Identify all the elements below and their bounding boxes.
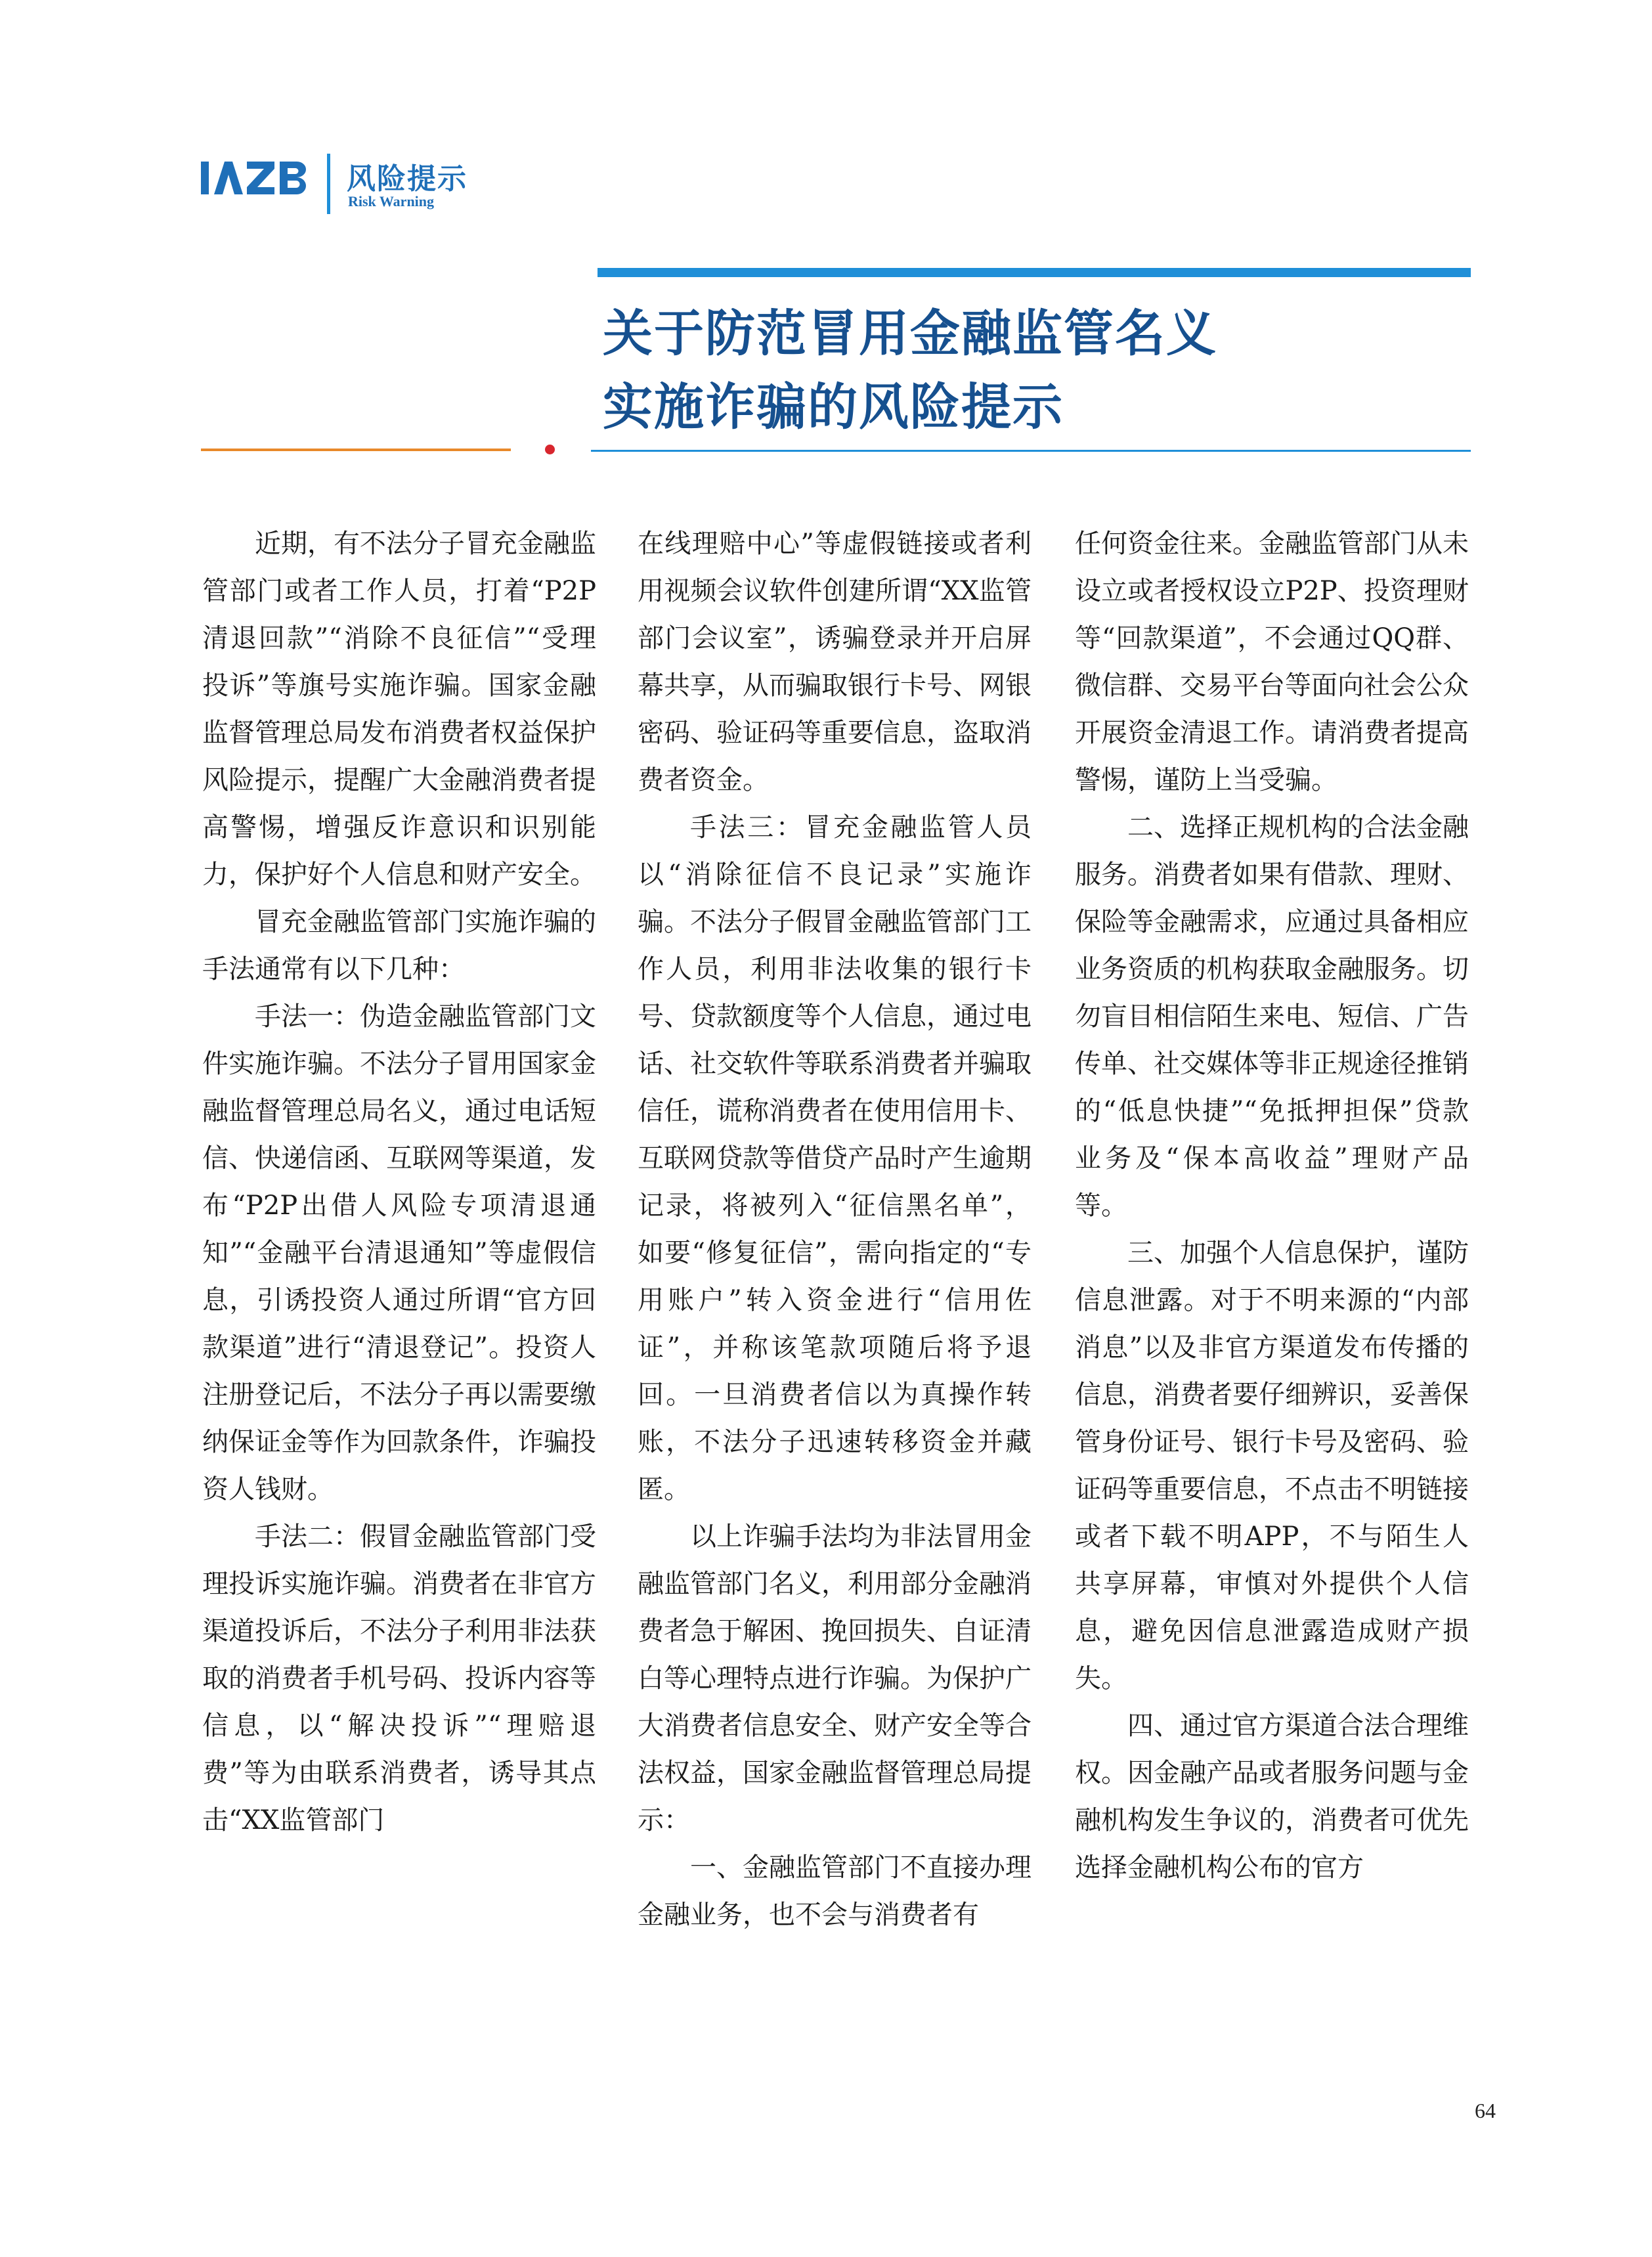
title-rule-orange (201, 449, 511, 451)
article-column-3 (1075, 520, 1469, 1891)
paragraph: 以上诈骗手法均为非法冒用金融监管部门名义，利用部分金融消费者急于解困、挽回损失、自证清白等心理特点进行诈骗。为保护广大消费者信息安全、财产安全等合法权益，国家金融监督管理总局提示： (638, 1522, 1032, 1835)
article-title-line-1: 关于防范冒用金融监管名义 (603, 304, 1217, 362)
paragraph: 手法二：假冒金融监管部门受理投诉实施诈骗。消费者在非官方渠道投诉后，不法分子利用非法获取的消费者手机号码、投诉内容等信息，以“解决投诉”“理赔退费”等为由联系消费者，诱导其点击“XX监管部门 (202, 1522, 596, 1835)
article-title-line-2: 实施诈骗的风险提示 (603, 378, 1064, 436)
paragraph: 二、选择正规机构的合法金融服务。消费者如果有借款、理财、保险等金融需求，应通过具备相应业务资质的机构获取金融服务。切勿盲目相信陌生来电、短信、广告传单、社交媒体等非正规途径推销的“低息快捷”“免抵押担保”贷款业务及“保本高收益”理财产品等。 (1075, 812, 1469, 1221)
paragraph: 冒充金融监管部门实施诈骗的手法通常有以下几种： (202, 907, 596, 984)
section-divider (327, 154, 330, 214)
page-number: 64 (1475, 2099, 1496, 2122)
section-title: 风险提示 (347, 162, 467, 196)
article-column-2 (638, 520, 1032, 1939)
paragraph-continued: 任何资金往来。金融监管部门从未设立或者授权设立P2P、投资理财等“回款渠道”，不会通过QQ群、微信群、交易平台等面向社会公众开展资金清退工作。请消费者提高警惕，谨防上当受骗。 (1075, 529, 1469, 795)
title-top-bar (598, 268, 1471, 277)
paragraph: 四、通过官方渠道合法合理维权。因金融产品或者服务问题与金融机构发生争议的，消费者可优先选择金融机构公布的官方 (1075, 1711, 1469, 1883)
journal-logo (201, 156, 306, 201)
section-subtitle: Risk Warning (348, 193, 435, 209)
article-column-1 (202, 520, 596, 1844)
paragraph-continued: 在线理赔中心”等虚假链接或者利用视频会议软件创建所谓“XX监管部门会议室”，诱骗登录并开启屏幕共享，从而骗取银行卡号、网银密码、验证码等重要信息，盗取消费者资金。 (638, 529, 1032, 795)
title-rule-dot (545, 445, 555, 454)
paragraph: 近期，有不法分子冒充金融监管部门或者工作人员，打着“P2P清退回款”“消除不良征信”“受理投诉”等旗号实施诈骗。国家金融监督管理总局发布消费者权益保护风险提示，提醒广大金融消费者提高警惕，增强反诈意识和识别能力，保护好个人信息和财产安全。 (202, 529, 596, 890)
paragraph: 一、金融监管部门不直接办理金融业务，也不会与消费者有 (638, 1852, 1032, 1930)
journal-logo-mark (201, 156, 306, 201)
article-title (603, 297, 1456, 444)
paragraph: 手法三：冒充金融监管人员以“消除征信不良记录”实施诈骗。不法分子假冒金融监管部门工作人员，利用非法收集的银行卡号、贷款额度等个人信息，通过电话、社交软件等联系消费者并骗取信任，谎称消费者在使用信用卡、互联网贷款等借贷产品时产生逾期记录，将被列入“征信黑名单”，如要“修复征信”，需向指定的“专用账户”转入资金进行“信用佐证”，并称该笔款项随后将予退回。一旦消费者信以为真操作转账，不法分子迅速转移资金并藏匿。 (638, 812, 1032, 1504)
title-rule-blue (591, 450, 1471, 452)
paragraph: 三、加强个人信息保护，谨防信息泄露。对于不明来源的“内部消息”以及非官方渠道发布传播的信息，消费者要仔细辨识，妥善保管身份证号、银行卡号及密码、验证码等重要信息，不点击不明链接或者下载不明APP，不与陌生人共享屏幕，审慎对外提供个人信息，避免因信息泄露造成财产损失。 (1075, 1238, 1469, 1694)
paragraph: 手法一：伪造金融监管部门文件实施诈骗。不法分子冒用国家金融监督管理总局名义，通过电话短信、快递信函、互联网等渠道，发布“P2P出借人风险专项清退通知”“金融平台清退通知”等虚假信息，引诱投资人通过所谓“官方回款渠道”进行“清退登记”。投资人注册登记后，不法分子再以需要缴纳保证金等作为回款条件，诈骗投资人钱财。 (202, 1001, 596, 1504)
